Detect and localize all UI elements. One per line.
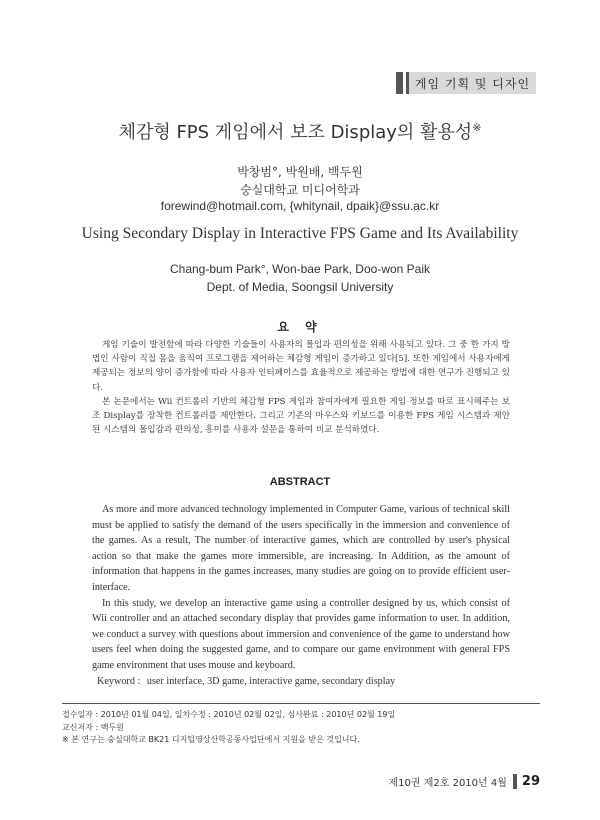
affiliation-korean: 숭실대학교 미디어학과	[240, 183, 360, 197]
english-abstract	[92, 502, 510, 674]
abstract-paragraph: In this study, we develop an interactive game using a controller designed by us, which consist of Wii controller and an attached secondary display that provides game information to user. In addition, we conduct a survey with questions about immersion and convenience of the game to understand how users feel when doing the suggested game, and to compare our game environment with general FPS game environment that uses mouse and keyboard.	[92, 597, 510, 671]
journal-volume: 제10권 제2호 2010년 4월	[388, 777, 507, 789]
footnote-divider	[62, 703, 540, 704]
footnote-dates: 접수일자 : 2010년 01월 04일, 일차수정 : 2010년 02월 02일, 심사완료 : 2010년 02월 19일	[62, 710, 396, 719]
category-banner	[396, 72, 536, 94]
page-footer	[330, 773, 540, 789]
korean-abstract	[92, 338, 510, 437]
category-label: 게임 기획 및 디자인	[409, 72, 536, 94]
paper-title-english: Using Secondary Display in Interactive FPS Game and Its Availability	[81, 225, 519, 242]
authors-english: Chang-bum Park°, Won-bae Park, Doo-won Paik	[169, 262, 431, 276]
affiliation-english: Dept. of Media, Soongsil University	[206, 280, 394, 294]
author-emails: forewind@hotmail.com, {whitynail, dpaik}@ssu.ac.kr	[160, 199, 440, 213]
keywords	[97, 676, 517, 687]
page-number: 29	[521, 773, 540, 789]
korean-abstract-heading: 요 약	[277, 320, 323, 334]
footnotes	[62, 709, 540, 747]
english-abstract-heading: ABSTRACT	[269, 476, 331, 488]
authors-korean: 박창범°, 박원배, 백두원	[237, 165, 363, 179]
footnote-funding: ※ 본 연구는 숭실대학교 BK21 디지털영상산학공동사업단에서 지원을 받은 것입니다.	[62, 735, 360, 744]
abstract-paragraph: As more and more advanced technology implemented in Computer Game, various of technical skill must be applied to satisfy the demand of the users specifically in the immersion and convenience of the games. As a result, The number of interactive games, which are controlled by user's physical action so that make the games more immersible, are increasing. In Addition, as the amount of information that happens in the games increases, many studies are going on to provide efficient user-interface.	[92, 504, 510, 593]
abstract-paragraph: 본 논문에서는 Wii 컨트롤러 기반의 체감형 FPS 게임과 참여자에게 필요한 게임 정보를 따로 표시해주는 보조 Display를 장착한 컨트롤러를 제안한다. 그리고 기존의 마우스와 키보드를 이용한 FPS 게임 시스템과 제안된 시스템의 몰입감과 편의성, 흥미를 사용자 설문을 통하여 비교 분석하였다.	[92, 396, 510, 436]
footer-bar	[513, 774, 517, 789]
keywords-list: user interface, 3D game, interactive game, secondary display	[146, 676, 396, 687]
title-footnote-mark: ※	[472, 121, 482, 134]
footnote-corresponding-author: 교신저자 : 백두원	[62, 722, 124, 732]
paper-title-text: 체감형 FPS 게임에서 보조 Display의 활용성	[118, 122, 473, 143]
abstract-paragraph: 게임 기술이 발전함에 따라 다양한 기술들이 사용자의 몰입과 편의성을 위해 사용되고 있다. 그 중 한 가지 방법인 사람이 직접 몸을 움직여 프로그램을 제어하는 체감형 게임이 증가하고 있다[5]. 또한 게임에서 사용자에게 제공되는 정보의 양이 증가함에 따라 사용자 인터페이스를 효율적으로 제공하는 방법에 대한 연구가 진행되고 있다.	[92, 340, 510, 393]
paper-title	[0, 118, 600, 144]
banner-mark	[396, 72, 403, 94]
keywords-label: Keyword :	[97, 676, 141, 687]
